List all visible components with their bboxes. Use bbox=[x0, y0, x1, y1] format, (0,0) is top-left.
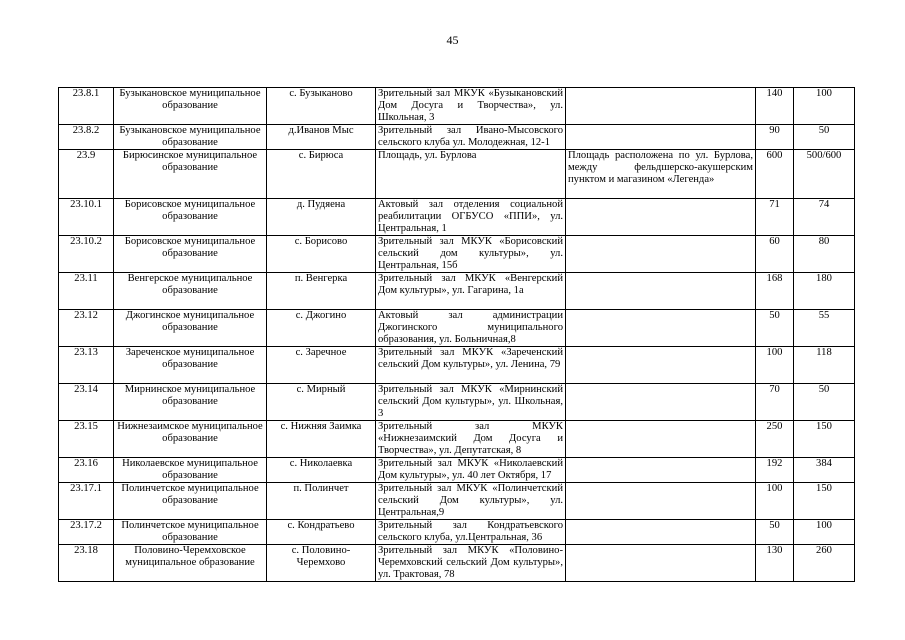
locality-cell: с. Мирный bbox=[267, 384, 376, 421]
venue-cell: Зрительный зал МКУК «Зареченский сельский Дом культуры», ул. Ленина, 79 bbox=[376, 347, 566, 384]
locality-cell: с. Половино-Черемхово bbox=[267, 545, 376, 582]
row-number: 23.17.2 bbox=[59, 520, 114, 545]
row-number: 23.8.1 bbox=[59, 88, 114, 125]
row-number: 23.12 bbox=[59, 310, 114, 347]
second-value-cell: 100 bbox=[794, 88, 855, 125]
note-cell bbox=[566, 545, 756, 582]
table-row bbox=[59, 88, 855, 125]
row-number: 23.14 bbox=[59, 384, 114, 421]
capacity-value-cell: 600 bbox=[756, 150, 794, 199]
second-value-cell: 55 bbox=[794, 310, 855, 347]
capacity-value-cell: 90 bbox=[756, 125, 794, 150]
locality-cell: п. Венгерка bbox=[267, 273, 376, 310]
municipality-cell: Борисовское муниципальное образование bbox=[114, 236, 267, 273]
capacity-value-cell: 100 bbox=[756, 347, 794, 384]
row-number: 23.15 bbox=[59, 421, 114, 458]
capacity-value-cell: 70 bbox=[756, 384, 794, 421]
locality-cell: с. Нижняя Заимка bbox=[267, 421, 376, 458]
venue-cell: Зрительный зал МКУК «Половино-Черемховский сельский Дом культуры», ул. Трактовая, 78 bbox=[376, 545, 566, 582]
row-number: 23.10.2 bbox=[59, 236, 114, 273]
municipality-cell: Джогинское муниципальное образование bbox=[114, 310, 267, 347]
note-cell bbox=[566, 88, 756, 125]
capacity-value-cell: 60 bbox=[756, 236, 794, 273]
municipality-cell: Полинчетское муниципальное образование bbox=[114, 520, 267, 545]
note-cell bbox=[566, 310, 756, 347]
venue-cell: Актовый зал администрации Джогинского муниципального образования, ул. Больничная,8 bbox=[376, 310, 566, 347]
table-row bbox=[59, 347, 855, 384]
second-value-cell: 50 bbox=[794, 384, 855, 421]
table-row bbox=[59, 458, 855, 483]
second-value-cell: 180 bbox=[794, 273, 855, 310]
locality-cell: с. Борисово bbox=[267, 236, 376, 273]
capacity-value-cell: 100 bbox=[756, 483, 794, 520]
venue-cell: Зрительный зал МКУК «Бузыкановский Дом Досуга и Творчества», ул. Школьная, 3 bbox=[376, 88, 566, 125]
row-number: 23.8.2 bbox=[59, 125, 114, 150]
row-number: 23.16 bbox=[59, 458, 114, 483]
note-cell bbox=[566, 421, 756, 458]
venue-cell: Актовый зал отделения социальной реабилитации ОГБУСО «ППИ», ул. Центральная, 1 bbox=[376, 199, 566, 236]
capacity-value-cell: 250 bbox=[756, 421, 794, 458]
venue-cell: Зрительный зал МКУК «Полинчетский сельский Дом культуры», ул. Центральная,9 bbox=[376, 483, 566, 520]
capacity-value-cell: 168 bbox=[756, 273, 794, 310]
note-cell bbox=[566, 458, 756, 483]
second-value-cell: 150 bbox=[794, 421, 855, 458]
second-value-cell: 260 bbox=[794, 545, 855, 582]
second-value-cell: 50 bbox=[794, 125, 855, 150]
note-cell bbox=[566, 273, 756, 310]
row-number: 23.10.1 bbox=[59, 199, 114, 236]
capacity-value-cell: 71 bbox=[756, 199, 794, 236]
municipality-cell: Бузыкановское муниципальное образование bbox=[114, 88, 267, 125]
locality-cell: с. Кондратьево bbox=[267, 520, 376, 545]
municipality-cell: Полинчетское муниципальное образование bbox=[114, 483, 267, 520]
capacity-value-cell: 140 bbox=[756, 88, 794, 125]
second-value-cell: 384 bbox=[794, 458, 855, 483]
second-value-cell: 150 bbox=[794, 483, 855, 520]
capacity-value-cell: 192 bbox=[756, 458, 794, 483]
locality-cell: с. Джогино bbox=[267, 310, 376, 347]
table-row bbox=[59, 483, 855, 520]
capacity-value-cell: 50 bbox=[756, 310, 794, 347]
capacity-value-cell: 50 bbox=[756, 520, 794, 545]
note-cell bbox=[566, 236, 756, 273]
second-value-cell: 80 bbox=[794, 236, 855, 273]
capacity-value-cell: 130 bbox=[756, 545, 794, 582]
municipality-cell: Мирнинское муниципальное образование bbox=[114, 384, 267, 421]
venue-cell: Зрительный зал МКУК «Николаевский Дом культуры», ул. 40 лет Октября, 17 bbox=[376, 458, 566, 483]
venue-cell: Зрительный зал Кондратьевского сельского клуба, ул.Центральная, 36 bbox=[376, 520, 566, 545]
venue-cell: Зрительный зал Ивано-Мысовского сельского клуба ул. Молодежная, 12-1 bbox=[376, 125, 566, 150]
row-number: 23.13 bbox=[59, 347, 114, 384]
table-body bbox=[59, 88, 855, 582]
note-cell bbox=[566, 520, 756, 545]
table-row bbox=[59, 150, 855, 199]
municipality-cell: Половино-Черемховское муниципальное образование bbox=[114, 545, 267, 582]
row-number: 23.17.1 bbox=[59, 483, 114, 520]
note-cell: Площадь расположена по ул. Бурлова, между фельдшерско-акушерским пунктом и магазином «Легенда» bbox=[566, 150, 756, 199]
table-row bbox=[59, 520, 855, 545]
note-cell bbox=[566, 384, 756, 421]
venue-cell: Зрительный зал МКУК «Борисовский сельский дом культуры», ул. Центральная, 15б bbox=[376, 236, 566, 273]
note-cell bbox=[566, 483, 756, 520]
note-cell bbox=[566, 125, 756, 150]
locality-cell: с. Бузыканово bbox=[267, 88, 376, 125]
municipality-cell: Борисовское муниципальное образование bbox=[114, 199, 267, 236]
municipality-cell: Николаевское муниципальное образование bbox=[114, 458, 267, 483]
locality-cell: д.Иванов Мыс bbox=[267, 125, 376, 150]
venue-cell: Зрительный зал МКУК «Венгерский Дом культуры», ул. Гагарина, 1а bbox=[376, 273, 566, 310]
municipality-cell: Венгерское муниципальное образование bbox=[114, 273, 267, 310]
venue-cell: Зрительный зал МКУК «Мирнинский сельский Дом культуры», ул. Школьная, 3 bbox=[376, 384, 566, 421]
second-value-cell: 118 bbox=[794, 347, 855, 384]
table-row bbox=[59, 273, 855, 310]
table-row bbox=[59, 545, 855, 582]
municipality-cell: Бирюсинское муниципальное образование bbox=[114, 150, 267, 199]
second-value-cell: 74 bbox=[794, 199, 855, 236]
table-row bbox=[59, 199, 855, 236]
row-number: 23.11 bbox=[59, 273, 114, 310]
table-row bbox=[59, 384, 855, 421]
locality-cell: д. Пудяена bbox=[267, 199, 376, 236]
locality-cell: с. Николаевка bbox=[267, 458, 376, 483]
venue-cell: Площадь, ул. Бурлова bbox=[376, 150, 566, 199]
municipality-cell: Бузыкановское муниципальное образование bbox=[114, 125, 267, 150]
row-number: 23.9 bbox=[59, 150, 114, 199]
second-value-cell: 100 bbox=[794, 520, 855, 545]
locality-cell: с. Заречное bbox=[267, 347, 376, 384]
table-row bbox=[59, 421, 855, 458]
locality-cell: п. Полинчет bbox=[267, 483, 376, 520]
locality-cell: с. Бирюса bbox=[267, 150, 376, 199]
municipality-cell: Зареченское муниципальное образование bbox=[114, 347, 267, 384]
note-cell bbox=[566, 199, 756, 236]
table-row bbox=[59, 236, 855, 273]
page-number: 45 bbox=[446, 33, 459, 47]
venue-cell: Зрительный зал МКУК «Нижнезаимский Дом Досуга и Творчества», ул. Депутатская, 8 bbox=[376, 421, 566, 458]
second-value-cell: 500/600 bbox=[794, 150, 855, 199]
row-number: 23.18 bbox=[59, 545, 114, 582]
table-row bbox=[59, 125, 855, 150]
venues-table bbox=[58, 87, 855, 582]
municipality-cell: Нижнезаимское муниципальное образование bbox=[114, 421, 267, 458]
table-row bbox=[59, 310, 855, 347]
note-cell bbox=[566, 347, 756, 384]
